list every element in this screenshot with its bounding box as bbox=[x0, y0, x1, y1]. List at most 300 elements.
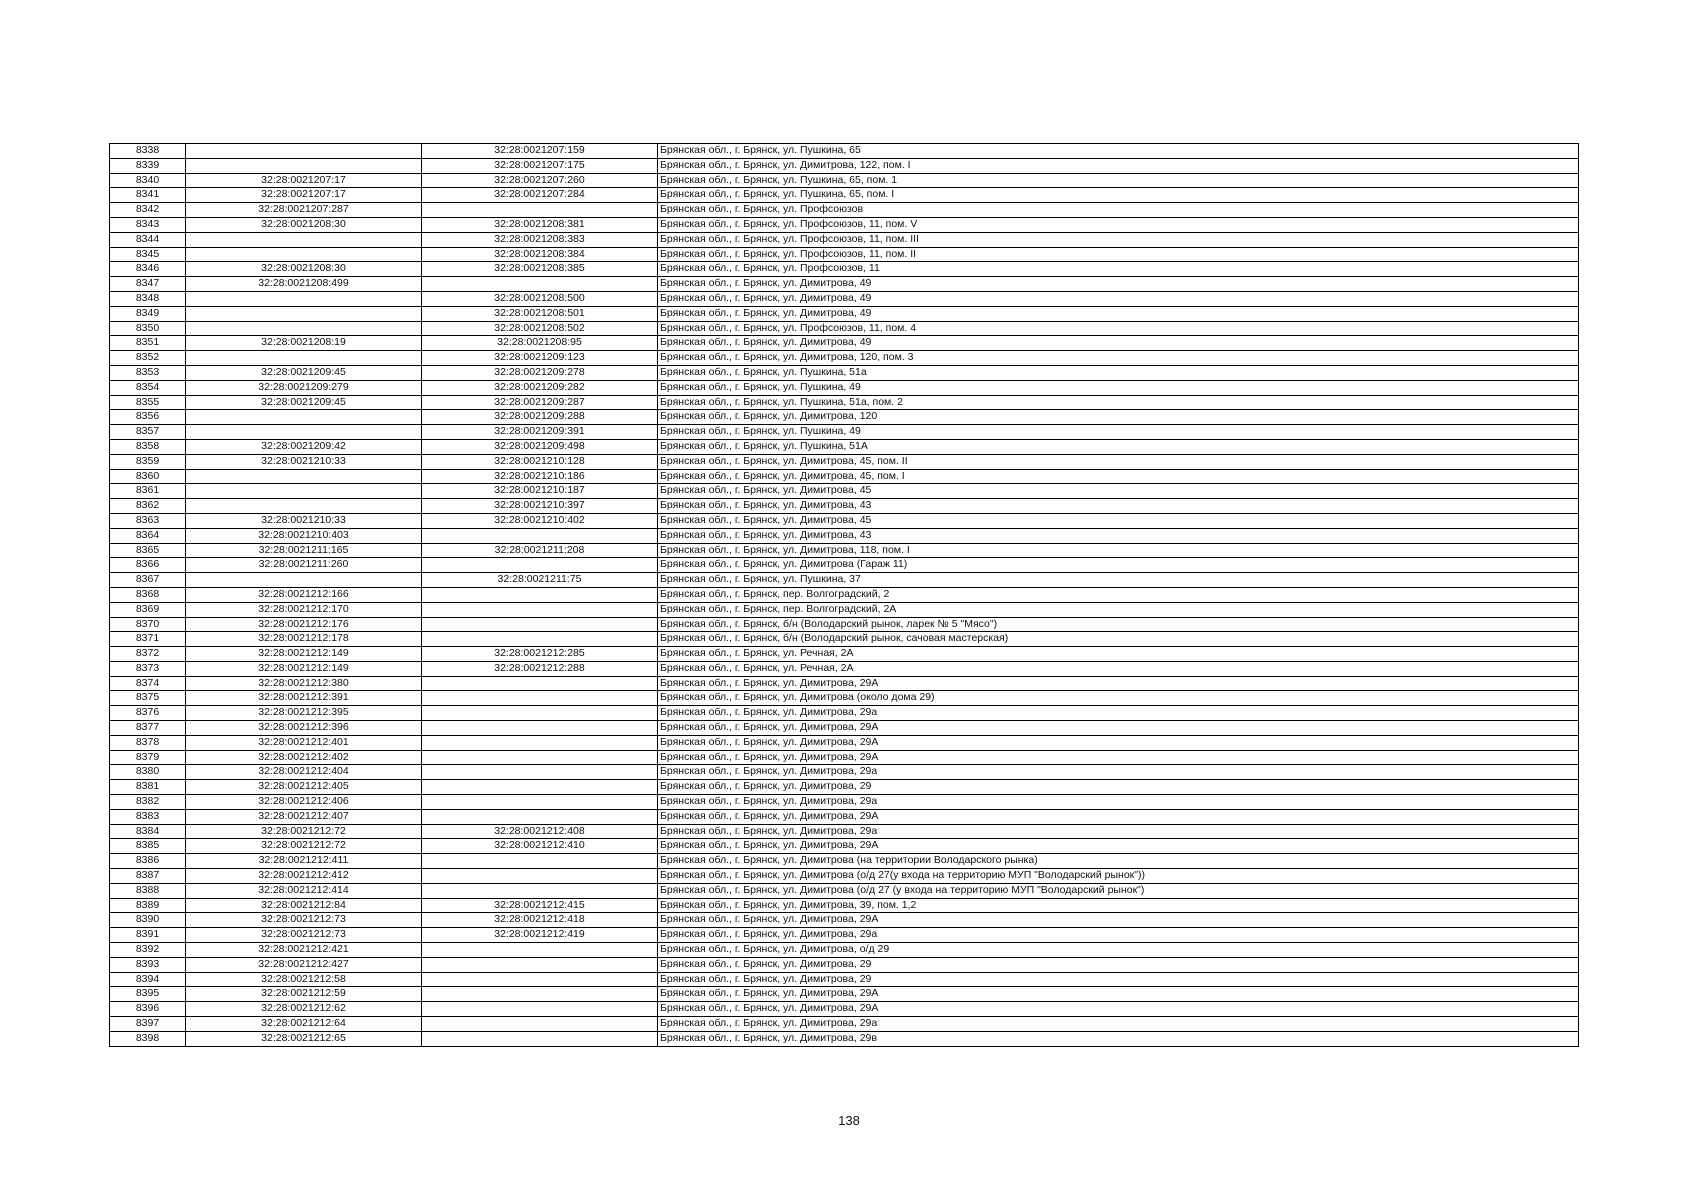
parent-cadastral-number-cell bbox=[186, 499, 422, 514]
address-cell: Брянская обл., г. Брянск, ул. Димитрова, 49 bbox=[658, 277, 1579, 292]
row-number-cell: 8361 bbox=[110, 484, 186, 499]
address-cell: Брянская обл., г. Брянск, ул. Димитрова, 29А bbox=[658, 1002, 1579, 1017]
row-number-cell: 8384 bbox=[110, 824, 186, 839]
parent-cadastral-number-cell: 32:28:0021208:19 bbox=[186, 336, 422, 351]
cadastral-number-cell bbox=[422, 558, 658, 573]
row-number-cell: 8345 bbox=[110, 247, 186, 262]
table-row bbox=[110, 928, 1579, 943]
table-row bbox=[110, 395, 1579, 410]
table-row bbox=[110, 439, 1579, 454]
row-number-cell: 8339 bbox=[110, 158, 186, 173]
cadastral-number-cell bbox=[422, 854, 658, 869]
table-row bbox=[110, 661, 1579, 676]
parent-cadastral-number-cell: 32:28:0021212:178 bbox=[186, 632, 422, 647]
address-cell: Брянская обл., г. Брянск, ул. Димитрова, 118, пом. I bbox=[658, 543, 1579, 558]
address-cell: Брянская обл., г. Брянск, ул. Димитрова, 29А bbox=[658, 750, 1579, 765]
address-cell: Брянская обл., г. Брянск, ул. Димитрова, 45 bbox=[658, 484, 1579, 499]
row-number-cell: 8386 bbox=[110, 854, 186, 869]
table-row bbox=[110, 158, 1579, 173]
table-row bbox=[110, 1002, 1579, 1017]
address-cell: Брянская обл., г. Брянск, ул. Димитрова, 49 bbox=[658, 336, 1579, 351]
parent-cadastral-number-cell: 32:28:0021212:411 bbox=[186, 854, 422, 869]
parent-cadastral-number-cell: 32:28:0021209:45 bbox=[186, 395, 422, 410]
address-cell: Брянская обл., г. Брянск, ул. Димитрова, 29А bbox=[658, 809, 1579, 824]
parent-cadastral-number-cell: 32:28:0021212:404 bbox=[186, 765, 422, 780]
table-row bbox=[110, 972, 1579, 987]
row-number-cell: 8344 bbox=[110, 232, 186, 247]
table-row bbox=[110, 913, 1579, 928]
row-number-cell: 8346 bbox=[110, 262, 186, 277]
parent-cadastral-number-cell: 32:28:0021212:166 bbox=[186, 587, 422, 602]
address-cell: Брянская обл., г. Брянск, ул. Димитрова, 49 bbox=[658, 306, 1579, 321]
row-number-cell: 8390 bbox=[110, 913, 186, 928]
table-row bbox=[110, 277, 1579, 292]
table-row bbox=[110, 291, 1579, 306]
table-row bbox=[110, 558, 1579, 573]
row-number-cell: 8370 bbox=[110, 617, 186, 632]
table-row bbox=[110, 617, 1579, 632]
address-cell: Брянская обл., г. Брянск, ул. Димитрова (около дома 29) bbox=[658, 691, 1579, 706]
cadastral-number-cell bbox=[422, 203, 658, 218]
table-row bbox=[110, 647, 1579, 662]
address-cell: Брянская обл., г. Брянск, б/н (Володарский рынок, сачовая мастерская) bbox=[658, 632, 1579, 647]
cadastral-number-cell: 32:28:0021208:502 bbox=[422, 321, 658, 336]
table-row bbox=[110, 854, 1579, 869]
table-row bbox=[110, 173, 1579, 188]
table-row bbox=[110, 232, 1579, 247]
parent-cadastral-number-cell: 32:28:0021212:73 bbox=[186, 928, 422, 943]
parent-cadastral-number-cell bbox=[186, 144, 422, 159]
cadastral-number-cell: 32:28:0021209:282 bbox=[422, 380, 658, 395]
row-number-cell: 8372 bbox=[110, 647, 186, 662]
cadastral-number-cell: 32:28:0021209:287 bbox=[422, 395, 658, 410]
row-number-cell: 8375 bbox=[110, 691, 186, 706]
table-row bbox=[110, 336, 1579, 351]
cadastral-number-cell: 32:28:0021212:288 bbox=[422, 661, 658, 676]
cadastral-number-cell bbox=[422, 676, 658, 691]
table-row bbox=[110, 365, 1579, 380]
table-row bbox=[110, 691, 1579, 706]
address-cell: Брянская обл., г. Брянск, ул. Димитрова, 29а bbox=[658, 765, 1579, 780]
address-cell: Брянская обл., г. Брянск, ул. Профсоюзов, 11, пом. II bbox=[658, 247, 1579, 262]
table-row bbox=[110, 780, 1579, 795]
parent-cadastral-number-cell: 32:28:0021212:62 bbox=[186, 1002, 422, 1017]
row-number-cell: 8357 bbox=[110, 425, 186, 440]
row-number-cell: 8366 bbox=[110, 558, 186, 573]
parent-cadastral-number-cell: 32:28:0021208:30 bbox=[186, 262, 422, 277]
parent-cadastral-number-cell: 32:28:0021211:165 bbox=[186, 543, 422, 558]
table-row bbox=[110, 499, 1579, 514]
cadastral-number-cell: 32:28:0021210:187 bbox=[422, 484, 658, 499]
row-number-cell: 8368 bbox=[110, 587, 186, 602]
row-number-cell: 8397 bbox=[110, 1017, 186, 1032]
table-row bbox=[110, 351, 1579, 366]
row-number-cell: 8393 bbox=[110, 957, 186, 972]
parent-cadastral-number-cell: 32:28:0021210:403 bbox=[186, 528, 422, 543]
row-number-cell: 8394 bbox=[110, 972, 186, 987]
row-number-cell: 8353 bbox=[110, 365, 186, 380]
row-number-cell: 8373 bbox=[110, 661, 186, 676]
table-row bbox=[110, 898, 1579, 913]
table-row bbox=[110, 306, 1579, 321]
address-cell: Брянская обл., г. Брянск, ул. Димитрова, 122, пом. I bbox=[658, 158, 1579, 173]
row-number-cell: 8391 bbox=[110, 928, 186, 943]
row-number-cell: 8347 bbox=[110, 277, 186, 292]
cadastral-number-cell bbox=[422, 706, 658, 721]
address-cell: Брянская обл., г. Брянск, ул. Димитрова, 29а bbox=[658, 706, 1579, 721]
table-row bbox=[110, 262, 1579, 277]
cadastral-number-cell bbox=[422, 795, 658, 810]
address-cell: Брянская обл., г. Брянск, ул. Димитрова (о/д 27(у входа на территорию МУП "Володарский рынок")) bbox=[658, 869, 1579, 884]
cadastral-number-cell: 32:28:0021209:498 bbox=[422, 439, 658, 454]
row-number-cell: 8365 bbox=[110, 543, 186, 558]
address-cell: Брянская обл., г. Брянск, ул. Димитрова, 45, пом. II bbox=[658, 454, 1579, 469]
cadastral-number-cell bbox=[422, 617, 658, 632]
table-row bbox=[110, 602, 1579, 617]
row-number-cell: 8355 bbox=[110, 395, 186, 410]
parent-cadastral-number-cell: 32:28:0021212:401 bbox=[186, 735, 422, 750]
parent-cadastral-number-cell: 32:28:0021212:402 bbox=[186, 750, 422, 765]
parent-cadastral-number-cell bbox=[186, 291, 422, 306]
parent-cadastral-number-cell: 32:28:0021207:287 bbox=[186, 203, 422, 218]
address-cell: Брянская обл., г. Брянск, ул. Димитрова, 29А bbox=[658, 913, 1579, 928]
parent-cadastral-number-cell bbox=[186, 469, 422, 484]
table-row bbox=[110, 1031, 1579, 1046]
parent-cadastral-number-cell: 32:28:0021212:414 bbox=[186, 883, 422, 898]
table-row bbox=[110, 957, 1579, 972]
cadastral-number-cell: 32:28:0021211:75 bbox=[422, 573, 658, 588]
address-cell: Брянская обл., г. Брянск, ул. Пушкина, 65, пом. 1 bbox=[658, 173, 1579, 188]
registry-table-body bbox=[110, 144, 1579, 1047]
address-cell: Брянская обл., г. Брянск, ул. Димитрова, 120, пом. 3 bbox=[658, 351, 1579, 366]
address-cell: Брянская обл., г. Брянск, ул. Димитрова, 29в bbox=[658, 1031, 1579, 1046]
cadastral-number-cell: 32:28:0021209:288 bbox=[422, 410, 658, 425]
address-cell: Брянская обл., г. Брянск, ул. Пушкина, 37 bbox=[658, 573, 1579, 588]
row-number-cell: 8381 bbox=[110, 780, 186, 795]
table-row bbox=[110, 824, 1579, 839]
row-number-cell: 8388 bbox=[110, 883, 186, 898]
row-number-cell: 8392 bbox=[110, 943, 186, 958]
parent-cadastral-number-cell bbox=[186, 247, 422, 262]
row-number-cell: 8379 bbox=[110, 750, 186, 765]
address-cell: Брянская обл., г. Брянск, ул. Димитрова, 49 bbox=[658, 291, 1579, 306]
parent-cadastral-number-cell: 32:28:0021212:59 bbox=[186, 987, 422, 1002]
address-cell: Брянская обл., г. Брянск, ул. Димитрова, 29А bbox=[658, 676, 1579, 691]
cadastral-number-cell: 32:28:0021208:384 bbox=[422, 247, 658, 262]
cadastral-number-cell bbox=[422, 780, 658, 795]
parent-cadastral-number-cell bbox=[186, 321, 422, 336]
row-number-cell: 8396 bbox=[110, 1002, 186, 1017]
table-row bbox=[110, 425, 1579, 440]
row-number-cell: 8377 bbox=[110, 721, 186, 736]
cadastral-number-cell: 32:28:0021210:186 bbox=[422, 469, 658, 484]
address-cell: Брянская обл., г. Брянск, пер. Волгоградский, 2 bbox=[658, 587, 1579, 602]
address-cell: Брянская обл., г. Брянск, ул. Димитрова, 29А bbox=[658, 987, 1579, 1002]
row-number-cell: 8349 bbox=[110, 306, 186, 321]
cadastral-number-cell bbox=[422, 1031, 658, 1046]
address-cell: Брянская обл., г. Брянск, ул. Пушкина, 49 bbox=[658, 380, 1579, 395]
address-cell: Брянская обл., г. Брянск, ул. Димитрова, 29а bbox=[658, 1017, 1579, 1032]
parent-cadastral-number-cell: 32:28:0021212:380 bbox=[186, 676, 422, 691]
row-number-cell: 8376 bbox=[110, 706, 186, 721]
parent-cadastral-number-cell: 32:28:0021212:65 bbox=[186, 1031, 422, 1046]
table-row bbox=[110, 706, 1579, 721]
row-number-cell: 8383 bbox=[110, 809, 186, 824]
address-cell: Брянская обл., г. Брянск, ул. Профсоюзов, 11, пом. III bbox=[658, 232, 1579, 247]
cadastral-number-cell: 32:28:0021212:419 bbox=[422, 928, 658, 943]
row-number-cell: 8387 bbox=[110, 869, 186, 884]
cadastral-number-cell: 32:28:0021208:381 bbox=[422, 217, 658, 232]
cadastral-number-cell: 32:28:0021207:175 bbox=[422, 158, 658, 173]
cadastral-number-cell: 32:28:0021208:95 bbox=[422, 336, 658, 351]
cadastral-number-cell bbox=[422, 987, 658, 1002]
parent-cadastral-number-cell: 32:28:0021212:58 bbox=[186, 972, 422, 987]
row-number-cell: 8359 bbox=[110, 454, 186, 469]
table-row bbox=[110, 469, 1579, 484]
parent-cadastral-number-cell: 32:28:0021212:396 bbox=[186, 721, 422, 736]
parent-cadastral-number-cell: 32:28:0021210:33 bbox=[186, 454, 422, 469]
row-number-cell: 8356 bbox=[110, 410, 186, 425]
address-cell: Брянская обл., г. Брянск, ул. Димитрова, о/д 29 bbox=[658, 943, 1579, 958]
address-cell: Брянская обл., г. Брянск, ул. Димитрова (о/д 27 (у входа на территорию МУП "Володарский рынок") bbox=[658, 883, 1579, 898]
cadastral-number-cell: 32:28:0021212:418 bbox=[422, 913, 658, 928]
cadastral-number-cell bbox=[422, 957, 658, 972]
address-cell: Брянская обл., г. Брянск, ул. Димитрова, 29а bbox=[658, 795, 1579, 810]
parent-cadastral-number-cell: 32:28:0021212:406 bbox=[186, 795, 422, 810]
row-number-cell: 8358 bbox=[110, 439, 186, 454]
cadastral-number-cell bbox=[422, 883, 658, 898]
property-registry-table bbox=[109, 143, 1579, 1047]
table-row bbox=[110, 247, 1579, 262]
address-cell: Брянская обл., г. Брянск, ул. Димитрова (Гараж 11) bbox=[658, 558, 1579, 573]
row-number-cell: 8374 bbox=[110, 676, 186, 691]
parent-cadastral-number-cell: 32:28:0021212:149 bbox=[186, 647, 422, 662]
cadastral-number-cell: 32:28:0021210:128 bbox=[422, 454, 658, 469]
parent-cadastral-number-cell: 32:28:0021212:391 bbox=[186, 691, 422, 706]
parent-cadastral-number-cell: 32:28:0021207:17 bbox=[186, 173, 422, 188]
row-number-cell: 8363 bbox=[110, 513, 186, 528]
parent-cadastral-number-cell: 32:28:0021212:421 bbox=[186, 943, 422, 958]
row-number-cell: 8398 bbox=[110, 1031, 186, 1046]
row-number-cell: 8342 bbox=[110, 203, 186, 218]
row-number-cell: 8360 bbox=[110, 469, 186, 484]
address-cell: Брянская обл., г. Брянск, ул. Пушкина, 65 bbox=[658, 144, 1579, 159]
address-cell: Брянская обл., г. Брянск, б/н (Володарский рынок, ларек № 5 "Мясо") bbox=[658, 617, 1579, 632]
table-row bbox=[110, 217, 1579, 232]
parent-cadastral-number-cell bbox=[186, 573, 422, 588]
row-number-cell: 8351 bbox=[110, 336, 186, 351]
cadastral-number-cell bbox=[422, 750, 658, 765]
table-row bbox=[110, 1017, 1579, 1032]
cadastral-number-cell bbox=[422, 1002, 658, 1017]
table-row bbox=[110, 795, 1579, 810]
parent-cadastral-number-cell bbox=[186, 425, 422, 440]
parent-cadastral-number-cell: 32:28:0021209:45 bbox=[186, 365, 422, 380]
cadastral-number-cell bbox=[422, 809, 658, 824]
address-cell: Брянская обл., г. Брянск, ул. Димитрова, 29 bbox=[658, 957, 1579, 972]
parent-cadastral-number-cell: 32:28:0021212:407 bbox=[186, 809, 422, 824]
parent-cadastral-number-cell: 32:28:0021207:17 bbox=[186, 188, 422, 203]
cadastral-number-cell: 32:28:0021209:123 bbox=[422, 351, 658, 366]
row-number-cell: 8389 bbox=[110, 898, 186, 913]
row-number-cell: 8350 bbox=[110, 321, 186, 336]
address-cell: Брянская обл., г. Брянск, ул. Димитрова, 39, пом. 1,2 bbox=[658, 898, 1579, 913]
row-number-cell: 8369 bbox=[110, 602, 186, 617]
parent-cadastral-number-cell: 32:28:0021212:73 bbox=[186, 913, 422, 928]
parent-cadastral-number-cell: 32:28:0021212:170 bbox=[186, 602, 422, 617]
row-number-cell: 8385 bbox=[110, 839, 186, 854]
parent-cadastral-number-cell bbox=[186, 158, 422, 173]
address-cell: Брянская обл., г. Брянск, ул. Димитрова, 29А bbox=[658, 839, 1579, 854]
table-row bbox=[110, 750, 1579, 765]
row-number-cell: 8395 bbox=[110, 987, 186, 1002]
row-number-cell: 8338 bbox=[110, 144, 186, 159]
parent-cadastral-number-cell: 32:28:0021209:279 bbox=[186, 380, 422, 395]
table-row bbox=[110, 203, 1579, 218]
cadastral-number-cell: 32:28:0021209:391 bbox=[422, 425, 658, 440]
cadastral-number-cell: 32:28:0021212:285 bbox=[422, 647, 658, 662]
address-cell: Брянская обл., г. Брянск, ул. Димитрова, 45 bbox=[658, 513, 1579, 528]
cadastral-number-cell: 32:28:0021208:385 bbox=[422, 262, 658, 277]
table-row bbox=[110, 513, 1579, 528]
cadastral-number-cell: 32:28:0021207:260 bbox=[422, 173, 658, 188]
table-row bbox=[110, 573, 1579, 588]
parent-cadastral-number-cell: 32:28:0021208:30 bbox=[186, 217, 422, 232]
cadastral-number-cell: 32:28:0021207:159 bbox=[422, 144, 658, 159]
table-row bbox=[110, 632, 1579, 647]
address-cell: Брянская обл., г. Брянск, ул. Профсоюзов, 11 bbox=[658, 262, 1579, 277]
table-row bbox=[110, 943, 1579, 958]
parent-cadastral-number-cell: 32:28:0021208:499 bbox=[186, 277, 422, 292]
cadastral-number-cell bbox=[422, 528, 658, 543]
row-number-cell: 8340 bbox=[110, 173, 186, 188]
table-row bbox=[110, 765, 1579, 780]
parent-cadastral-number-cell bbox=[186, 306, 422, 321]
row-number-cell: 8354 bbox=[110, 380, 186, 395]
parent-cadastral-number-cell: 32:28:0021212:176 bbox=[186, 617, 422, 632]
parent-cadastral-number-cell: 32:28:0021212:149 bbox=[186, 661, 422, 676]
address-cell: Брянская обл., г. Брянск, ул. Пушкина, 51А bbox=[658, 439, 1579, 454]
address-cell: Брянская обл., г. Брянск, ул. Речная, 2А bbox=[658, 661, 1579, 676]
table-row bbox=[110, 410, 1579, 425]
parent-cadastral-number-cell: 32:28:0021209:42 bbox=[186, 439, 422, 454]
table-row bbox=[110, 543, 1579, 558]
cadastral-number-cell bbox=[422, 765, 658, 780]
cadastral-number-cell: 32:28:0021210:397 bbox=[422, 499, 658, 514]
table-row bbox=[110, 587, 1579, 602]
address-cell: Брянская обл., г. Брянск, ул. Профсоюзов, 11, пом. 4 bbox=[658, 321, 1579, 336]
row-number-cell: 8341 bbox=[110, 188, 186, 203]
cadastral-number-cell bbox=[422, 691, 658, 706]
cadastral-number-cell bbox=[422, 972, 658, 987]
cadastral-number-cell: 32:28:0021212:408 bbox=[422, 824, 658, 839]
parent-cadastral-number-cell bbox=[186, 232, 422, 247]
row-number-cell: 8348 bbox=[110, 291, 186, 306]
parent-cadastral-number-cell: 32:28:0021212:427 bbox=[186, 957, 422, 972]
address-cell: Брянская обл., г. Брянск, ул. Димитрова, 45, пом. I bbox=[658, 469, 1579, 484]
cadastral-number-cell: 32:28:0021212:415 bbox=[422, 898, 658, 913]
table-row bbox=[110, 188, 1579, 203]
table-row bbox=[110, 676, 1579, 691]
table-row bbox=[110, 809, 1579, 824]
address-cell: Брянская обл., г. Брянск, ул. Димитрова, 43 bbox=[658, 528, 1579, 543]
parent-cadastral-number-cell: 32:28:0021212:72 bbox=[186, 839, 422, 854]
address-cell: Брянская обл., г. Брянск, ул. Димитрова, 29а bbox=[658, 824, 1579, 839]
parent-cadastral-number-cell bbox=[186, 410, 422, 425]
cadastral-number-cell: 32:28:0021211:208 bbox=[422, 543, 658, 558]
cadastral-number-cell: 32:28:0021209:278 bbox=[422, 365, 658, 380]
parent-cadastral-number-cell: 32:28:0021210:33 bbox=[186, 513, 422, 528]
table-row bbox=[110, 987, 1579, 1002]
cadastral-number-cell bbox=[422, 869, 658, 884]
page-number: 138 bbox=[838, 1113, 860, 1128]
row-number-cell: 8378 bbox=[110, 735, 186, 750]
cadastral-number-cell: 32:28:0021208:383 bbox=[422, 232, 658, 247]
table-row bbox=[110, 528, 1579, 543]
address-cell: Брянская обл., г. Брянск, ул. Профсоюзов bbox=[658, 203, 1579, 218]
cadastral-number-cell bbox=[422, 1017, 658, 1032]
parent-cadastral-number-cell: 32:28:0021211:260 bbox=[186, 558, 422, 573]
address-cell: Брянская обл., г. Брянск, ул. Димитрова (на территории Володарского рынка) bbox=[658, 854, 1579, 869]
cadastral-number-cell: 32:28:0021212:410 bbox=[422, 839, 658, 854]
row-number-cell: 8380 bbox=[110, 765, 186, 780]
row-number-cell: 8371 bbox=[110, 632, 186, 647]
parent-cadastral-number-cell: 32:28:0021212:395 bbox=[186, 706, 422, 721]
row-number-cell: 8362 bbox=[110, 499, 186, 514]
parent-cadastral-number-cell bbox=[186, 351, 422, 366]
cadastral-number-cell bbox=[422, 587, 658, 602]
table-row bbox=[110, 380, 1579, 395]
parent-cadastral-number-cell: 32:28:0021212:84 bbox=[186, 898, 422, 913]
address-cell: Брянская обл., г. Брянск, ул. Пушкина, 51а, пом. 2 bbox=[658, 395, 1579, 410]
cadastral-number-cell: 32:28:0021208:500 bbox=[422, 291, 658, 306]
address-cell: Брянская обл., г. Брянск, ул. Димитрова, 29 bbox=[658, 972, 1579, 987]
table-row bbox=[110, 735, 1579, 750]
row-number-cell: 8382 bbox=[110, 795, 186, 810]
cadastral-number-cell bbox=[422, 602, 658, 617]
address-cell: Брянская обл., г. Брянск, пер. Волгоградский, 2А bbox=[658, 602, 1579, 617]
address-cell: Брянская обл., г. Брянск, ул. Пушкина, 49 bbox=[658, 425, 1579, 440]
address-cell: Брянская обл., г. Брянск, ул. Речная, 2А bbox=[658, 647, 1579, 662]
row-number-cell: 8367 bbox=[110, 573, 186, 588]
row-number-cell: 8364 bbox=[110, 528, 186, 543]
table-row bbox=[110, 144, 1579, 159]
address-cell: Брянская обл., г. Брянск, ул. Профсоюзов, 11, пом. V bbox=[658, 217, 1579, 232]
table-row bbox=[110, 454, 1579, 469]
row-number-cell: 8343 bbox=[110, 217, 186, 232]
parent-cadastral-number-cell: 32:28:0021212:412 bbox=[186, 869, 422, 884]
table-row bbox=[110, 883, 1579, 898]
cadastral-number-cell: 32:28:0021208:501 bbox=[422, 306, 658, 321]
row-number-cell: 8352 bbox=[110, 351, 186, 366]
table-row bbox=[110, 839, 1579, 854]
table-row bbox=[110, 869, 1579, 884]
table-row bbox=[110, 484, 1579, 499]
address-cell: Брянская обл., г. Брянск, ул. Пушкина, 65, пом. I bbox=[658, 188, 1579, 203]
parent-cadastral-number-cell bbox=[186, 484, 422, 499]
cadastral-number-cell bbox=[422, 632, 658, 647]
address-cell: Брянская обл., г. Брянск, ул. Димитрова, 43 bbox=[658, 499, 1579, 514]
address-cell: Брянская обл., г. Брянск, ул. Димитрова, 29А bbox=[658, 735, 1579, 750]
cadastral-number-cell bbox=[422, 277, 658, 292]
parent-cadastral-number-cell: 32:28:0021212:405 bbox=[186, 780, 422, 795]
address-cell: Брянская обл., г. Брянск, ул. Пушкина, 51а bbox=[658, 365, 1579, 380]
address-cell: Брянская обл., г. Брянск, ул. Димитрова, 29а bbox=[658, 928, 1579, 943]
table-row bbox=[110, 721, 1579, 736]
cadastral-number-cell: 32:28:0021210:402 bbox=[422, 513, 658, 528]
cadastral-number-cell bbox=[422, 735, 658, 750]
address-cell: Брянская обл., г. Брянск, ул. Димитрова, 29 bbox=[658, 780, 1579, 795]
